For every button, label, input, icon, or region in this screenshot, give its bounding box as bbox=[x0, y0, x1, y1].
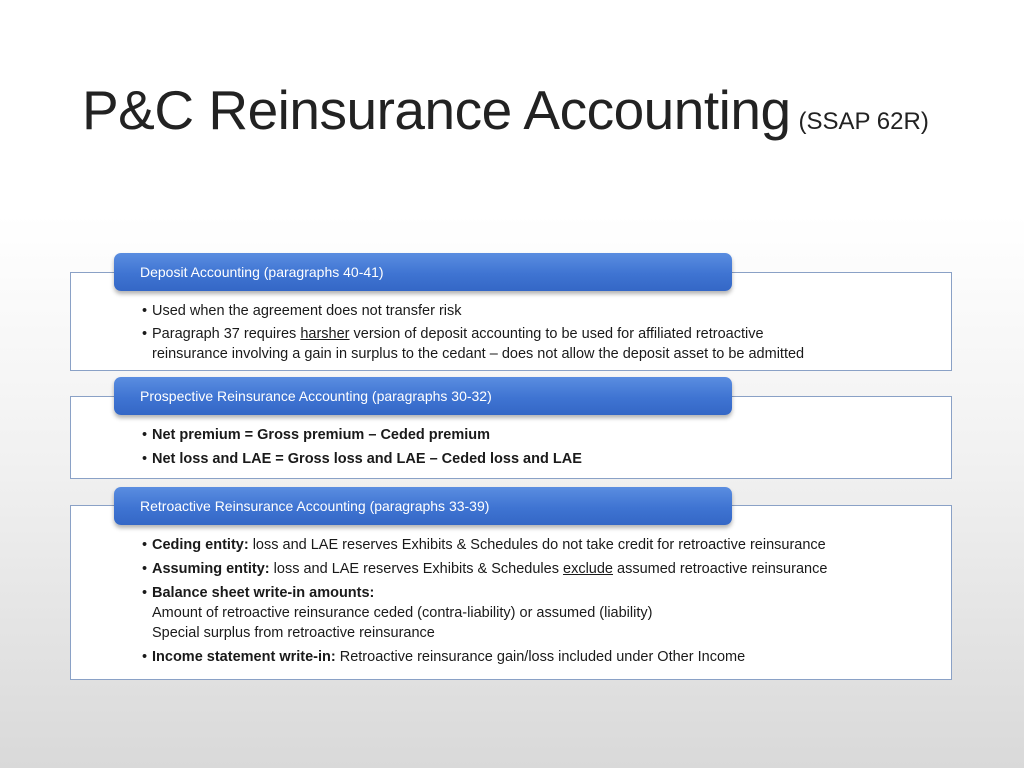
bullet-item: • Net loss and LAE = Gross loss and LAE – Ceded loss and LAE bbox=[142, 451, 582, 467]
bullet-dot: • bbox=[142, 537, 148, 553]
bullet-item: • Income statement write-in: Retroactive reinsurance gain/loss included under Other Income bbox=[142, 649, 746, 665]
bullet-dot: • bbox=[142, 649, 148, 665]
bullet-item: • Used when the agreement does not transfer risk bbox=[142, 303, 462, 319]
slide-title-sub: (SSAP 62R) bbox=[798, 108, 929, 135]
slide-title bbox=[82, 78, 929, 142]
slide-title-main: P&C Reinsurance Accounting bbox=[82, 79, 791, 141]
bullet-dot: • bbox=[142, 451, 148, 467]
bullet-dot: • bbox=[142, 326, 148, 342]
deposit-accounting-bullets bbox=[142, 301, 932, 364]
prospective-accounting-bullets bbox=[142, 425, 932, 469]
bullet-dot: • bbox=[142, 561, 148, 577]
bullet-item: • Balance sheet write-in amounts: Amount of retroactive reinsurance ceded (contra-liability) or assumed (liability) Special surplus from retroactive reinsurance bbox=[142, 585, 653, 641]
bullet-item: • Paragraph 37 requires harsher version of deposit accounting to be used for affiliated retroactive reinsurance involving a gain in surplus to the cedant – does not allow the deposit asset to be admitted bbox=[142, 326, 805, 362]
bullet-dot: • bbox=[142, 585, 148, 601]
bullet-dot: • bbox=[142, 427, 148, 443]
retroactive-accounting-bullets bbox=[142, 535, 932, 667]
bullet-item: • Assuming entity: loss and LAE reserves Exhibits & Schedules exclude assumed retroactive reinsurance bbox=[142, 561, 828, 577]
deposit-accounting-header: Deposit Accounting (paragraphs 40-41) bbox=[114, 253, 732, 291]
retroactive-accounting-header: Retroactive Reinsurance Accounting (paragraphs 33-39) bbox=[114, 487, 732, 525]
bullet-item: • Ceding entity: loss and LAE reserves Exhibits & Schedules do not take credit for retroactive reinsurance bbox=[142, 537, 826, 553]
prospective-accounting-header: Prospective Reinsurance Accounting (paragraphs 30-32) bbox=[114, 377, 732, 415]
bullet-dot: • bbox=[142, 303, 148, 319]
bullet-item: • Net premium = Gross premium – Ceded premium bbox=[142, 427, 491, 443]
